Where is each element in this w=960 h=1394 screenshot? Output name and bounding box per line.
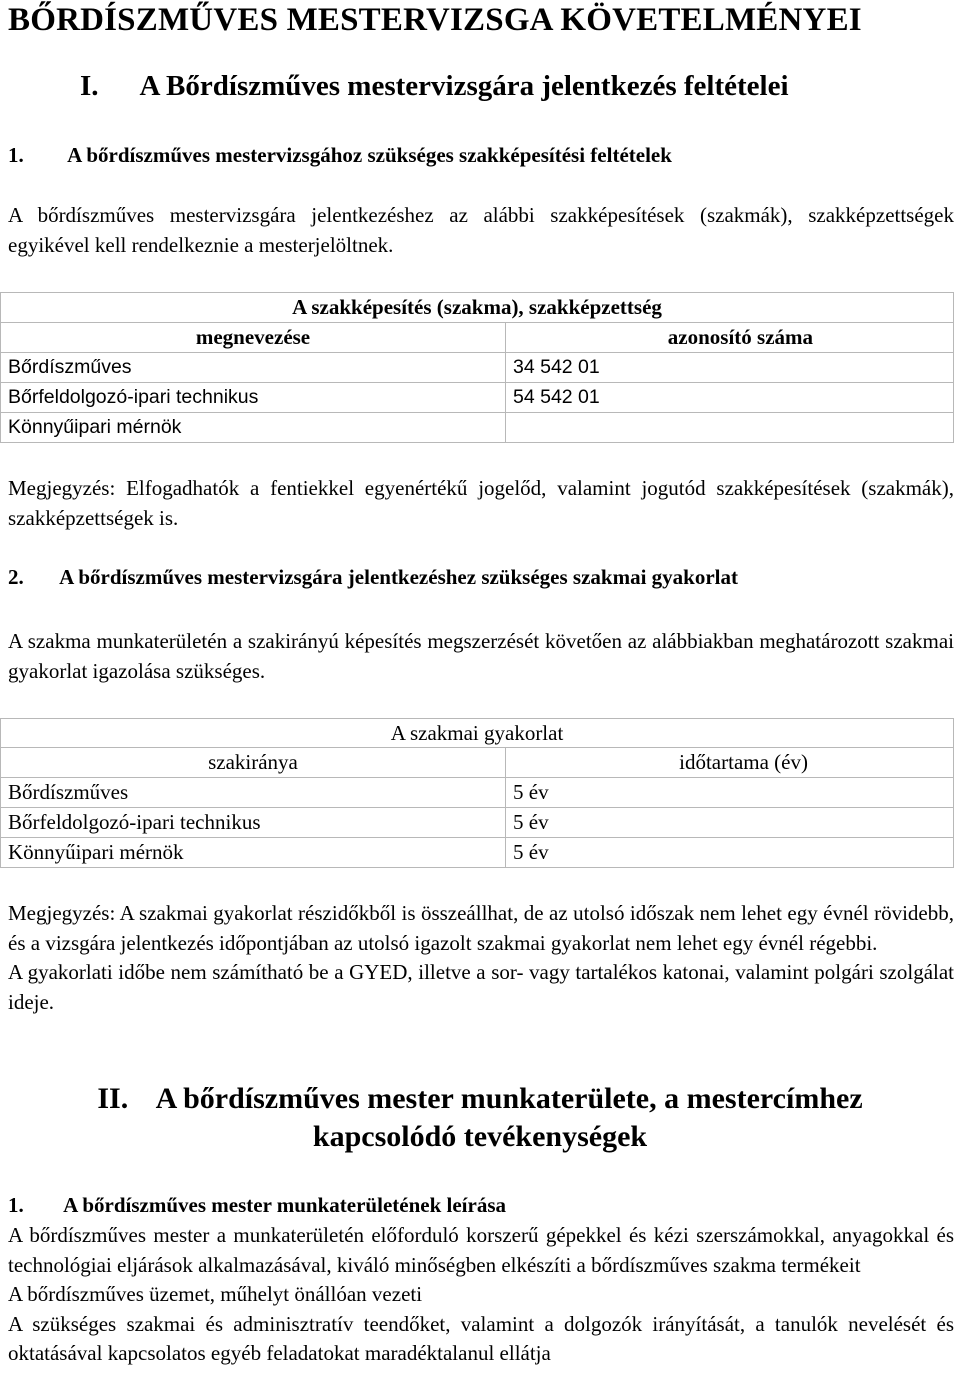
practice-direction: Bőrfeldolgozó-ipari technikus [1,808,506,838]
practice-intro: A szakma munkaterületén a szakirányú képesítés megszerzését követően az alábbiakban meghatározott szakmai gyakorlat igazolása szükséges. [8,629,954,683]
qualification-name: Bőrdíszműves [1,353,506,383]
qualification-code: 54 542 01 [506,383,954,413]
table-header-name: megnevezése [1,323,506,353]
subsection-2-1-number: 1. [8,1193,24,1217]
table-header-code: azonosító száma [506,323,954,353]
subsection-1-2-number: 2. [8,565,24,589]
section-1-heading [80,70,789,103]
table-row [1,323,954,353]
table-row [1,778,954,808]
work-area-description [8,1221,954,1369]
section-2-number: II. [97,1082,129,1115]
table-header-main: A szakképesítés (szakma), szakképzettség [1,293,954,323]
qualification-name: Bőrfeldolgozó-ipari technikus [1,383,506,413]
qualification-code [506,413,954,443]
section-2-heading [0,1080,960,1156]
table-row [1,719,954,748]
practice-direction: Könnyűipari mérnök [1,838,506,868]
table-header-duration: időtartama (év) [506,748,954,778]
table-row [1,838,954,868]
subsection-1-1-number: 1. [8,143,24,167]
practice-direction: Bőrdíszműves [1,778,506,808]
subsection-2-1-heading [8,1193,506,1218]
qualification-intro: A bőrdíszműves mestervizsgára jelentkezéshez az alábbi szakképesítések (szakmák), szakképzettségek egyikével kell rendelkeznie a mesterjelöltnek. [8,203,954,257]
table-row [1,293,954,323]
qualification-code: 34 542 01 [506,353,954,383]
practice-duration: 5 év [506,838,954,868]
subsection-2-1-title: A bőrdíszműves mester munkaterületének leírása [63,1193,506,1217]
section-1-number: I. [80,70,99,102]
section-2-title-line-1: A bőrdíszműves mester munkaterülete, a mestercímhez [155,1082,863,1115]
subsection-1-1-heading [8,143,672,168]
practice-note-paragraph: A gyakorlati időbe nem számítható be a GYED, illetve a sor- vagy tartalékos katonai, valamint polgári szolgálat ideje. [8,960,954,1014]
work-area-paragraph: A bőrdíszműves mester a munkaterületén előforduló korszerű gépekkel és kézi szerszámokkal, anyagokkal és technológiai eljárások alkalmazásával, kiváló minőségben elkészíti a bőrdíszműves szakma termékeit [8,1223,954,1277]
practice-note [8,899,954,1017]
table-header-main: A szakmai gyakorlat [1,719,954,748]
practice-duration: 5 év [506,778,954,808]
table-header-direction: szakiránya [1,748,506,778]
practice-table [0,718,954,868]
work-area-paragraph: A bőrdíszműves üzemet, műhelyt önállóan vezeti [8,1282,423,1306]
page-title: BŐRDÍSZMŰVES MESTERVIZSGA KÖVETELMÉNYEI [8,2,862,38]
qualification-name: Könnyűipari mérnök [1,413,506,443]
practice-duration: 5 év [506,808,954,838]
table-row [1,808,954,838]
work-area-paragraph: A szükséges szakmai és adminisztratív teendőket, valamint a dolgozók irányítását, a tanulók nevelését és oktatásával kapcsolatos egyéb feladatokat maradéktalanul ellátja [8,1311,954,1365]
table-row [1,748,954,778]
table-row [1,413,954,443]
table-row [1,353,954,383]
qualification-table [0,292,954,443]
table-row [1,383,954,413]
subsection-1-2-heading [8,565,738,590]
subsection-1-2-title: A bőrdíszműves mestervizsgára jelentkezéshez szükséges szakmai gyakorlat [59,565,738,589]
qualification-note: Megjegyzés: Elfogadhatók a fentiekkel egyenértékű jogelőd, valamint jogutód szakképesítések (szakmák), szakképzettségek is. [8,476,954,530]
section-2-title-line-2: kapcsolódó tevékenységek [312,1120,648,1153]
section-1-title: A Bőrdíszműves mestervizsgára jelentkezés feltételei [139,70,789,102]
subsection-1-1-title: A bőrdíszműves mestervizsgához szükséges szakképesítési feltételek [67,143,672,167]
practice-note-paragraph: Megjegyzés: A szakmai gyakorlat részidőkből is összeállhat, de az utolsó időszak nem lehet egy évnél rövidebb, és a vizsgára jelentkezés időpontjában az utolsó igazolt szakmai gyakorlat nem lehet egy évnél régebbi. [8,901,954,955]
